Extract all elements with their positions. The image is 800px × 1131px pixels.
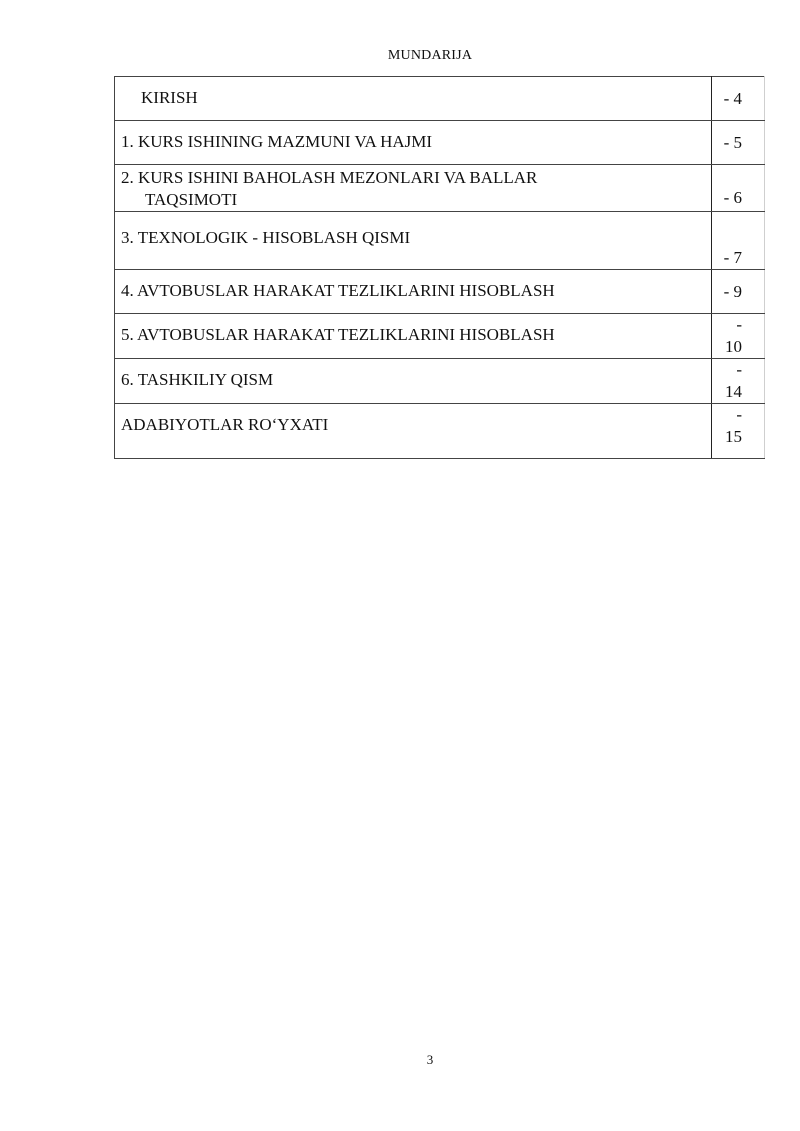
toc-row xyxy=(115,121,765,165)
table-of-contents xyxy=(114,76,765,459)
toc-title xyxy=(115,165,712,212)
toc-page: - 4 xyxy=(712,77,765,121)
toc-page: - 5 xyxy=(712,121,765,165)
toc-title: 1. KURS ISHINING MAZMUNI VA HAJMI xyxy=(115,121,712,165)
toc-row xyxy=(115,314,765,359)
toc-title: 6. TASHKILIY QISM xyxy=(115,359,712,404)
toc-row xyxy=(115,165,765,212)
toc-title: KIRISH xyxy=(115,77,712,121)
toc-page: - 7 xyxy=(712,212,765,270)
toc-title: 4. AVTOBUSLAR HARAKAT TEZLIKLARINI HISOBLASH xyxy=(115,270,712,314)
toc-row xyxy=(115,77,765,121)
toc-title: ADABIYOTLAR RO‘YXATI xyxy=(115,404,712,459)
toc-page: - 10 xyxy=(712,314,765,359)
toc-title-continuation: TAQSIMOTI xyxy=(145,190,238,209)
toc-title: 3. TEXNOLOGIK - HISOBLASH QISMI xyxy=(115,212,712,270)
page-title: MUNDARIJA xyxy=(387,48,473,63)
toc-title: 5. AVTOBUSLAR HARAKAT TEZLIKLARINI HISOBLASH xyxy=(115,314,712,359)
toc-page: - 6 xyxy=(712,165,765,212)
toc-row xyxy=(115,270,765,314)
toc-row xyxy=(115,404,765,459)
toc-title-line: 2. KURS ISHINI BAHOLASH MEZONLARI VA BALLAR xyxy=(121,168,538,187)
toc-row xyxy=(115,359,765,404)
toc-page: - 14 xyxy=(712,359,765,404)
toc-page: - 15 xyxy=(712,404,765,459)
toc-page: - 9 xyxy=(712,270,765,314)
page-number: 3 xyxy=(426,1052,434,1067)
toc-row xyxy=(115,212,765,270)
